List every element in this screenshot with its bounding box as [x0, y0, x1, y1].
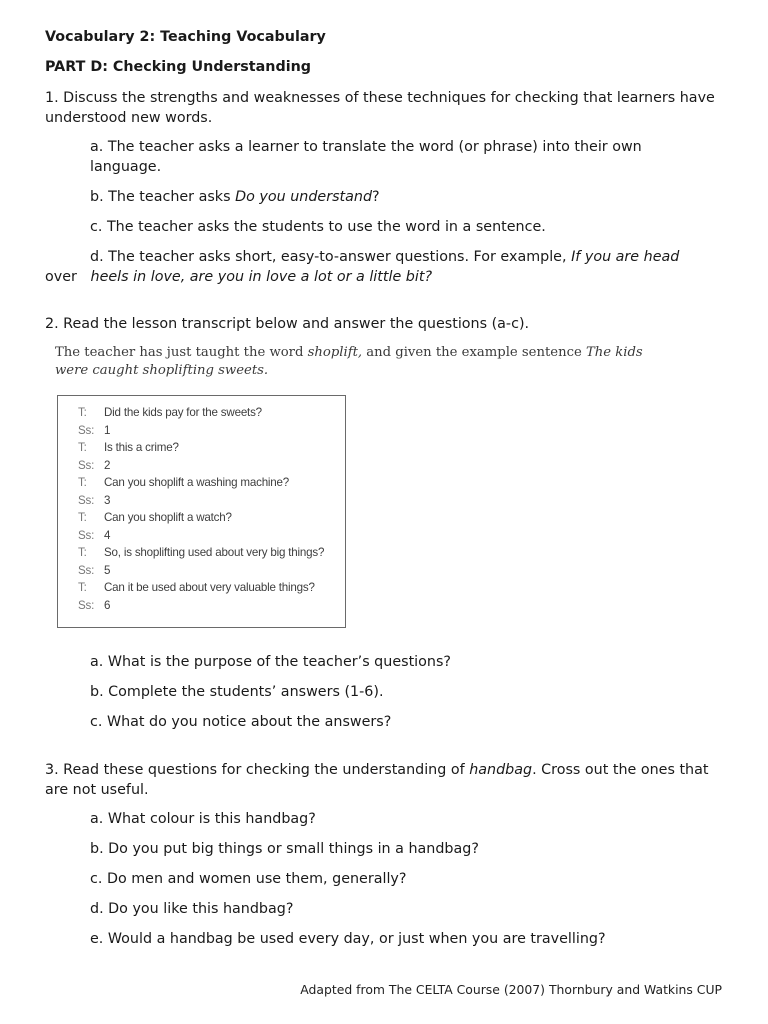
speaker-label: Ss:: [78, 529, 95, 542]
q2-option-b: b. Complete the students’ answers (1-6).: [90, 684, 384, 700]
q1-d-text: d. The teacher asks short, easy-to-answer questions. For example,: [90, 249, 572, 265]
q1-option-d-line2: [45, 267, 432, 287]
q3-option-d: d. Do you like this handbag?: [90, 901, 294, 917]
transcript-line: [78, 511, 232, 524]
speaker-label: Ss:: [78, 424, 95, 437]
q2-option-c: c. What do you notice about the answers?: [90, 714, 392, 730]
q1-option-a-line2: language.: [90, 159, 162, 175]
scan-intro-text: The teacher has just taught the word: [55, 345, 308, 360]
transcript-text: 3: [104, 494, 111, 507]
transcript-line: [78, 581, 315, 594]
q2-option-a: a. What is the purpose of the teacher’s questions?: [90, 654, 451, 670]
transcript-box: [57, 395, 346, 628]
q3-option-c: c. Do men and women use them, generally?: [90, 871, 407, 887]
q3-emphasis: handbag: [469, 762, 533, 778]
transcript-text: Can you shoplift a watch?: [104, 511, 232, 524]
transcript-line: [78, 599, 110, 612]
q1-option-b: [90, 187, 380, 207]
transcript-line: [78, 529, 110, 542]
page-title: Vocabulary 2: Teaching Vocabulary: [45, 29, 326, 45]
question-2: 2. Read the lesson transcript below and answer the questions (a-c).: [45, 316, 530, 332]
q3-text-end: . Cross out the ones that are not useful.: [45, 762, 709, 798]
question-1: 1. Discuss the strengths and weaknesses of these techniques for checking that learners have understood new words.: [45, 90, 715, 126]
transcript-line: [78, 546, 324, 559]
transcript-text: Did the kids pay for the sweets?: [104, 406, 262, 419]
speaker-label: Ss:: [78, 564, 95, 577]
transcript-text: Is this a crime?: [104, 441, 179, 454]
scan-intro-text-2: and given the example sentence: [362, 345, 586, 360]
transcript-line: [78, 459, 110, 472]
transcript-text: Can it be used about very valuable things?: [104, 581, 315, 594]
transcript-line: [78, 424, 110, 437]
q3-option-b: b. Do you put big things or small things in a handbag?: [90, 841, 479, 857]
q1-option-a-line1: a. The teacher asks a learner to translate the word (or phrase) into their own: [90, 139, 642, 155]
q1-option-d: [90, 247, 679, 267]
q3-text: 3. Read these questions for checking the understanding of: [45, 762, 470, 778]
transcript-line: [78, 476, 289, 489]
speaker-label: T:: [78, 476, 87, 489]
scan-intro-example: The kids were caught shoplifting sweets.: [55, 345, 643, 378]
q1-d-emphasis: If you are head: [571, 249, 680, 265]
q1-d-emphasis-2: heels in love, are you in love a lot or a little bit?: [90, 269, 433, 285]
transcript-text: Can you shoplift a washing machine?: [104, 476, 290, 489]
scan-intro: [55, 344, 645, 380]
speaker-label: T:: [78, 546, 87, 559]
q1-b-text: b. The teacher asks: [90, 189, 236, 205]
speaker-label: Ss:: [78, 599, 95, 612]
q1-d-over: over: [45, 269, 77, 285]
speaker-label: T:: [78, 581, 87, 594]
speaker-label: T:: [78, 406, 87, 419]
q1-b-end: ?: [372, 189, 380, 205]
part-heading: PART D: Checking Understanding: [45, 59, 312, 75]
speaker-label: T:: [78, 441, 87, 454]
speaker-label: Ss:: [78, 459, 95, 472]
q3-option-e: e. Would a handbag be used every day, or just when you are travelling?: [90, 931, 606, 947]
source-credit: Adapted from The CELTA Course (2007) Thornbury and Watkins CUP: [300, 982, 722, 997]
transcript-line: [78, 441, 179, 454]
transcript-line: [78, 564, 110, 577]
speaker-label: T:: [78, 511, 87, 524]
transcript-text: 6: [104, 599, 111, 612]
speaker-label: Ss:: [78, 494, 95, 507]
transcript-line: [78, 406, 262, 419]
q1-option-c: c. The teacher asks the students to use the word in a sentence.: [90, 219, 546, 235]
transcript-text: 2: [104, 459, 111, 472]
question-3: [45, 760, 735, 800]
q3-option-a: a. What colour is this handbag?: [90, 811, 316, 827]
transcript-text: 1: [104, 424, 111, 437]
scan-intro-word: shoplift,: [307, 345, 363, 360]
transcript-text: 5: [104, 564, 111, 577]
transcript-scan-image: [44, 340, 644, 640]
transcript-text: 4: [104, 529, 111, 542]
q1-b-emphasis: Do you understand: [235, 189, 373, 205]
transcript-text: So, is shoplifting used about very big things?: [104, 546, 325, 559]
transcript-line: [78, 494, 110, 507]
